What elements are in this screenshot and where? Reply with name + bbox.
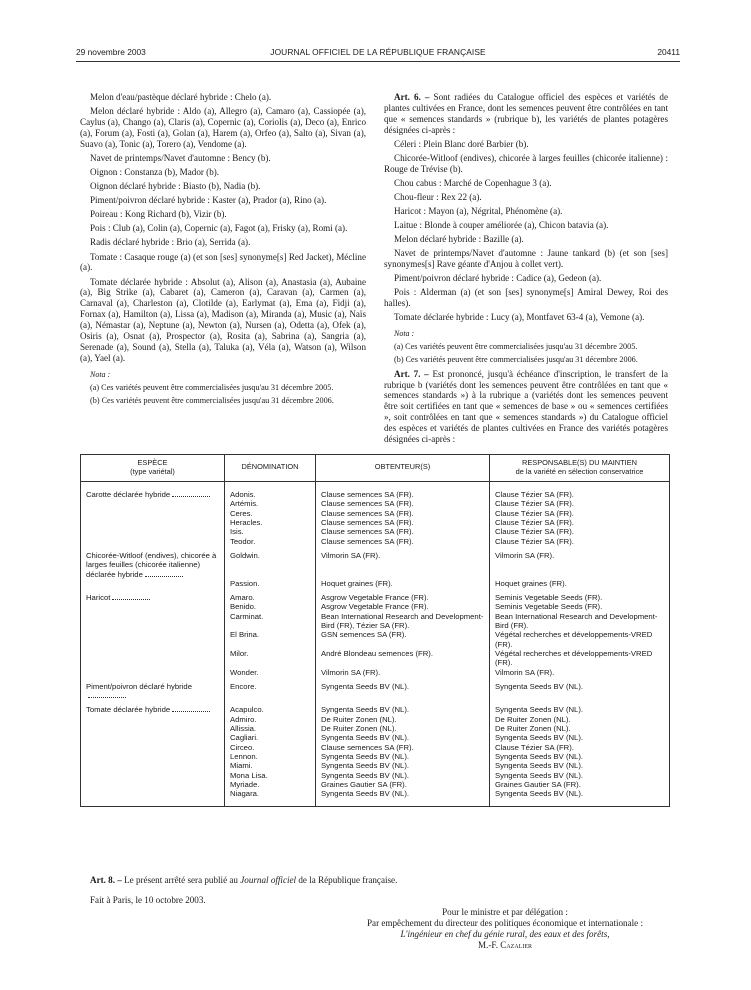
maintainer-cell-text: Végétal recherches et développements-VRED (FR). (495, 630, 653, 649)
denomination-cell (225, 527, 316, 536)
leader-dots (172, 490, 210, 497)
paragraph: Tomate déclarée hybride : Lucy (a), Montfavet 63-4 (a), Vemone (a). (394, 312, 645, 323)
maintainer-cell (490, 579, 670, 588)
species-cell (81, 499, 225, 508)
paragraph: Poireau : Kong Richard (b), Vizir (b). (90, 209, 227, 220)
varieties-table (80, 454, 670, 807)
breeder-cell-text: GSN semences SA (FR). (321, 630, 407, 640)
done-at-text: Fait à Paris, le 10 octobre 2003. (90, 895, 206, 905)
denomination-cell (225, 724, 316, 733)
table-row (81, 518, 670, 527)
breeder-cell-text: Clause semences SA (FR). (321, 527, 414, 537)
note: (b) Ces variétés peuvent être commercialisées jusqu'au 31 décembre 2006. (90, 395, 334, 405)
breeder-cell (316, 527, 490, 536)
article-7-label: Art. 7. – (394, 368, 429, 379)
header-rule (76, 61, 680, 62)
maintainer-cell (490, 771, 670, 780)
breeder-cell-text: Vilmorin SA (FR). (321, 667, 381, 677)
paragraph: Pois : Club (a), Colin (a), Copernic (a), Fagot (a), Frisky (a), Romi (a). (90, 223, 348, 234)
table-row (81, 579, 670, 588)
signature-line: L'ingénieur en chef du génie rural, des eaux et des forêts, (400, 929, 610, 939)
table-row (81, 612, 670, 631)
species-cell (81, 668, 225, 677)
table-row (81, 761, 670, 770)
denomination-cell-text: Wonder. (230, 667, 259, 677)
maintainer-cell (490, 546, 670, 579)
maintainer-cell (490, 588, 670, 602)
species-cell (81, 752, 225, 761)
maintainer-cell-text: Vilmorin SA (FR). (495, 550, 555, 560)
paragraph: Navet de printemps/Navet d'automne : Jaune tankard (b) (et son [ses] synonymes[s] Rave géante d'Anjou à collet vert). (384, 248, 668, 270)
breeder-cell (316, 612, 490, 631)
breeder-cell-text: Clause semences SA (FR). (321, 499, 414, 509)
maintainer-cell (490, 602, 670, 611)
issue-date: 29 novembre 2003 (76, 47, 146, 57)
leader-dots (172, 705, 210, 712)
denomination-cell-text: Ceres. (230, 508, 253, 518)
breeder-cell-text: Syngenta Seeds BV (NL). (321, 751, 410, 761)
denomination-cell (225, 537, 316, 546)
article-6 (384, 92, 668, 136)
denomination-cell-text: Milor. (230, 648, 249, 658)
breeder-cell (316, 630, 490, 649)
species-cell (81, 677, 225, 701)
table-row (81, 733, 670, 742)
article-8 (80, 875, 680, 886)
maintainer-cell-text: De Ruiter Zonen (NL). (495, 724, 571, 734)
article-6-label: Art. 6. – (394, 92, 430, 102)
paragraph: Chou cabus : Marché de Copenhague 3 (a). (394, 177, 552, 188)
signatory-name: M.-F. Cazalier (478, 940, 532, 950)
table-row (81, 527, 670, 536)
breeder-cell (316, 789, 490, 807)
table-row (81, 602, 670, 611)
denomination-cell (225, 612, 316, 631)
species-cell (81, 700, 225, 714)
denomination-cell (225, 668, 316, 677)
paragraph: Melon déclaré hybride : Bazille (a). (394, 234, 524, 245)
breeder-cell-text: Clause semences SA (FR). (321, 518, 414, 528)
denomination-cell-text: Myriade. (230, 779, 260, 789)
maintainer-cell-text: Clause Tézier SA (FR). (495, 490, 574, 500)
denomination-cell (225, 579, 316, 588)
table-row (81, 715, 670, 724)
header-responsable (490, 455, 670, 482)
breeder-cell-text: De Ruiter Zonen (NL). (321, 724, 397, 734)
denomination-cell (225, 752, 316, 761)
article-6-text: Sont radiées du Catalogue officiel des espèces et variétés de plantes cultivées en France, dont les semences peuvent être contrôlées en tant que « semences standards » (rubrique b), les variétés de plantes potagères désignées ci-après : (384, 92, 668, 135)
breeder-cell (316, 743, 490, 752)
table-header-row (81, 455, 670, 482)
maintainer-cell-text: Seminis Vegetable Seeds (FR). (495, 593, 603, 603)
paragraph: Oignon : Constanza (b), Mador (b). (90, 167, 220, 177)
article-8-text-b: de la République française. (298, 875, 398, 885)
maintainer-cell (490, 715, 670, 724)
breeder-cell-text: Syngenta Seeds BV (NL). (321, 733, 410, 743)
denomination-cell-text: Isis. (230, 527, 244, 537)
denomination-cell-text: Allissia. (230, 724, 257, 734)
maintainer-cell-text: Clause Tézier SA (FR). (495, 536, 574, 546)
breeder-cell-text: Clause semences SA (FR). (321, 490, 414, 500)
species-cell (81, 780, 225, 789)
denomination-cell-text: Lennon. (230, 751, 258, 761)
denomination-cell (225, 780, 316, 789)
table-row (81, 677, 670, 701)
breeder-cell-text: Vilmorin SA (FR). (321, 550, 381, 560)
table-row (81, 537, 670, 546)
breeder-cell-text: Syngenta Seeds BV (NL). (321, 789, 410, 799)
species-cell (81, 537, 225, 546)
paragraph: Radis déclaré hybride : Brio (a), Serrida (a). (90, 237, 251, 248)
species-cell (81, 771, 225, 780)
maintainer-cell (490, 677, 670, 701)
breeder-cell (316, 677, 490, 701)
table-body (81, 482, 670, 807)
table-row (81, 668, 670, 677)
maintainer-cell-text: Hoquet graines (FR). (495, 578, 567, 588)
denomination-cell (225, 715, 316, 724)
breeder-cell (316, 715, 490, 724)
table-row (81, 743, 670, 752)
breeder-cell (316, 649, 490, 668)
denomination-cell (225, 509, 316, 518)
paragraph: Céleri : Plein Blanc doré Barbier (b). (394, 138, 529, 149)
maintainer-cell (490, 700, 670, 714)
header-denomination: DÉNOMINATION (225, 455, 316, 482)
maintainer-cell-text: Syngenta Seeds BV (NL). (495, 770, 584, 780)
breeder-cell-text: De Ruiter Zonen (NL). (321, 714, 397, 724)
denomination-cell (225, 761, 316, 770)
denomination-cell (225, 602, 316, 611)
breeder-cell-text: Syngenta Seeds BV (NL). (321, 705, 410, 715)
breeder-cell (316, 780, 490, 789)
paragraph: Chou-fleur : Rex 22 (a). (394, 192, 482, 202)
maintainer-cell (490, 789, 670, 807)
denomination-cell-text: Circeo. (230, 742, 255, 752)
breeder-cell-text: Clause semences SA (FR). (321, 742, 414, 752)
species-cell (81, 733, 225, 742)
denomination-cell-text: Passion. (230, 578, 260, 588)
maintainer-cell-text: Clause Tézier SA (FR). (495, 518, 574, 528)
paragraph: Pois : Alderman (a) (et son [ses] synonyme[s] Amiral Dewey, Roi des halles). (384, 287, 668, 309)
breeder-cell (316, 588, 490, 602)
maintainer-cell (490, 482, 670, 500)
maintainer-cell (490, 743, 670, 752)
denomination-cell (225, 482, 316, 500)
species-cell-text: Piment/poivron déclaré hybride (86, 681, 192, 691)
signature-line: Pour le ministre et par délégation : (442, 907, 568, 917)
table-row (81, 588, 670, 602)
left-column (80, 92, 366, 409)
denomination-cell-text: El Brina. (230, 630, 260, 640)
denomination-cell-text: Encore. (230, 681, 257, 691)
leader-dots (88, 691, 126, 698)
maintainer-cell-text: Bean International Research and Development-Bird (FR). (495, 611, 658, 631)
header-obtenteur: OBTENTEUR(S) (316, 455, 490, 482)
maintainer-cell (490, 733, 670, 742)
leader-dots (145, 570, 183, 577)
maintainer-cell (490, 527, 670, 536)
denomination-cell (225, 630, 316, 649)
journal-name: Journal officiel (240, 875, 297, 885)
breeder-cell (316, 499, 490, 508)
leader-dots (112, 593, 150, 600)
signature-line: Par empêchement du directeur des politiques économique et internationale : (366, 918, 643, 928)
table-row (81, 789, 670, 807)
maintainer-cell (490, 509, 670, 518)
denomination-cell (225, 677, 316, 701)
maintainer-cell (490, 780, 670, 789)
maintainer-cell (490, 724, 670, 733)
species-cell-text: Chicorée-Witloof (endives), chicorée à larges feuilles (chicorée italienne) déclarée hybride (86, 550, 217, 579)
page-number: 20411 (657, 47, 680, 57)
article-7 (384, 369, 668, 445)
breeder-cell-text: Asgrow Vegetable France (FR). (321, 602, 429, 612)
table-row (81, 752, 670, 761)
maintainer-cell (490, 537, 670, 546)
maintainer-cell (490, 518, 670, 527)
table-row (81, 546, 670, 579)
denomination-cell (225, 518, 316, 527)
table-row (81, 649, 670, 668)
breeder-cell-text: Bean International Research and Development-Bird (FR), Tézier SA (FR). (321, 611, 484, 631)
denomination-cell (225, 649, 316, 668)
breeder-cell-text: Syngenta Seeds BV (NL). (321, 761, 410, 771)
paragraph: Tomate : Casaque rouge (a) (et son [ses] synonyme[s] Red Jacket), Mécline (a). (80, 251, 366, 273)
denomination-cell-text: Niagara. (230, 789, 260, 799)
denomination-cell-text: Goldwin. (230, 550, 260, 560)
breeder-cell (316, 518, 490, 527)
table-row (81, 630, 670, 649)
note-heading: Nota : (90, 369, 111, 379)
maintainer-cell-text: Seminis Vegetable Seeds (FR). (495, 602, 603, 612)
denomination-cell (225, 700, 316, 714)
breeder-cell (316, 482, 490, 500)
maintainer-cell-text: De Ruiter Zonen (NL). (495, 714, 571, 724)
breeder-cell-text: Syngenta Seeds BV (NL). (321, 770, 410, 780)
table-row (81, 499, 670, 508)
species-cell (81, 761, 225, 770)
header-responsable-label: RESPONSABLE(S) DU MAINTIEN (522, 458, 637, 467)
denomination-cell-text: Admiro. (230, 714, 257, 724)
species-cell (81, 482, 225, 500)
species-cell (81, 518, 225, 527)
done-at (80, 895, 680, 906)
maintainer-cell (490, 668, 670, 677)
species-cell-text: Carotte déclarée hybride (86, 490, 171, 500)
paragraph: Haricot : Mayon (a), Négrital, Phénomène (a). (394, 206, 563, 217)
breeder-cell (316, 546, 490, 579)
denomination-cell-text: Mona Lisa. (230, 770, 268, 780)
denomination-cell (225, 771, 316, 780)
page-header (76, 47, 680, 59)
maintainer-cell-text: Clause Tézier SA (FR). (495, 527, 574, 537)
signature-block (330, 907, 680, 951)
denomination-cell-text: Heracles. (230, 518, 263, 528)
breeder-cell (316, 724, 490, 733)
maintainer-cell (490, 499, 670, 508)
journal-title: JOURNAL OFFICIEL DE LA RÉPUBLIQUE FRANÇAISE (270, 47, 486, 57)
maintainer-cell-text: Clause Tézier SA (FR). (495, 742, 574, 752)
maintainer-cell-text: Végétal recherches et développements-VRED (FR). (495, 648, 653, 668)
article-8-text-a: Le présent arrêté sera publié au (124, 875, 238, 885)
denomination-cell (225, 743, 316, 752)
denomination-cell-text: Amaro. (230, 593, 255, 603)
maintainer-cell-text: Syngenta Seeds BV (NL). (495, 733, 584, 743)
maintainer-cell (490, 752, 670, 761)
breeder-cell-text: Clause semences SA (FR). (321, 508, 414, 518)
maintainer-cell-text: Syngenta Seeds BV (NL). (495, 761, 584, 771)
denomination-cell (225, 733, 316, 742)
denomination-cell-text: Acapulco. (230, 705, 264, 715)
denomination-cell-text: Carminat. (230, 611, 264, 621)
breeder-cell (316, 733, 490, 742)
denomination-cell (225, 499, 316, 508)
article-7-text: Est prononcé, jusqu'à échéance d'inscription, le transfert de la rubrique b (variétés dont les semences peuvent être contrôlées en tant que « semences standards ») à la rubrique a (variétés dont les semences peuvent être soit certifiées en tant que « semences de base » ou « semences certifiées », soit contrôlées en tant que « semences standards ») du Catalogue officiel des espèces et variétés de plantes cultivées en France des variétés potagères désignées ci-après : (384, 368, 668, 445)
species-cell-text: Tomate déclarée hybride (86, 705, 171, 715)
header-responsable-sub: de la variété en sélection conservatrice (515, 466, 644, 476)
maintainer-cell-text: Clause Tézier SA (FR). (495, 499, 574, 509)
note: (b) Ces variétés peuvent être commercialisées jusqu'au 31 décembre 2006. (394, 355, 638, 365)
breeder-cell-text: Syngenta Seeds BV (NL). (321, 681, 410, 691)
right-column (384, 92, 668, 448)
species-cell (81, 630, 225, 649)
breeder-cell (316, 509, 490, 518)
table-row (81, 509, 670, 518)
paragraph: Piment/poivron déclaré hybride : Kaster (a), Prador (a), Rino (a). (90, 195, 327, 206)
header-espece-sub: (type variétal) (130, 466, 175, 476)
table-row (81, 771, 670, 780)
paragraph: Melon déclaré hybride : Aldo (a), Allegro (a), Camaro (a), Cassiopée (a), Caylus (a), Chango (a), Claris (a), Copernic (a), Coriolis (a), Deco (a), Enrico (a), Forum (a), Fosti (a), Golan (a), Harem (a), Orfeo (a), Salto (a), Sivan (a), Suavo (a), Tonic (a), Torero (a), Vendome (a). (80, 106, 366, 149)
denomination-cell-text: Cagliari. (230, 733, 259, 743)
table-row (81, 780, 670, 789)
species-cell (81, 612, 225, 631)
maintainer-cell-text: Syngenta Seeds BV (NL). (495, 681, 584, 691)
note: (a) Ces variétés peuvent être commercialisées jusqu'au 31 décembre 2005. (90, 382, 334, 392)
denomination-cell-text: Artémis. (230, 499, 259, 509)
maintainer-cell-text: Graines Gautier SA (FR). (495, 779, 581, 789)
maintainer-cell (490, 630, 670, 649)
species-cell-text: Haricot (86, 593, 111, 603)
species-cell (81, 579, 225, 588)
maintainer-cell (490, 761, 670, 770)
paragraph: Laitue : Blonde à couper améliorée (a), Chicon batavia (a). (394, 220, 609, 231)
breeder-cell (316, 602, 490, 611)
maintainer-cell-text: Vilmorin SA (FR). (495, 667, 555, 677)
paragraph: Chicorée-Witloof (endives), chicorée à larges feuilles (chicorée italienne) : Rouge de Trévise (b). (384, 152, 668, 174)
maintainer-cell-text: Clause Tézier SA (FR). (495, 508, 574, 518)
species-cell (81, 715, 225, 724)
breeder-cell-text: Hoquet graines (FR). (321, 578, 393, 588)
maintainer-cell (490, 649, 670, 668)
breeder-cell (316, 579, 490, 588)
paragraph: Melon d'eau/pastèque déclaré hybride : Chelo (a). (90, 92, 272, 102)
paragraph: Navet de printemps/Navet d'automne : Bency (b). (90, 152, 271, 163)
maintainer-cell-text: Syngenta Seeds BV (NL). (495, 751, 584, 761)
article-8-label: Art. 8. – (90, 875, 122, 885)
species-cell (81, 789, 225, 807)
species-cell (81, 724, 225, 733)
note: (a) Ces variétés peuvent être commercialisées jusqu'au 31 décembre 2005. (394, 342, 638, 352)
species-cell (81, 527, 225, 536)
paragraph: Oignon déclaré hybride : Biasto (b), Nadia (b). (90, 181, 261, 192)
header-espece-label: ESPÈCE (137, 458, 168, 467)
breeder-cell (316, 537, 490, 546)
note-heading: Nota : (394, 329, 415, 339)
breeder-cell-text: Clause semences SA (FR). (321, 536, 414, 546)
table-row (81, 724, 670, 733)
species-cell (81, 546, 225, 579)
breeder-cell-text: André Blondeau semences (FR). (321, 648, 433, 658)
denomination-cell-text: Benido. (230, 602, 257, 612)
table-row (81, 700, 670, 714)
species-cell (81, 602, 225, 611)
denomination-cell-text: Adonis. (230, 490, 256, 500)
paragraph: Tomate déclarée hybride : Absolut (a), Alison (a), Anastasia (a), Aubaine (a), Big Strike (a), Cabaret (a), Cameron (a), Caravan (a), Carmen (a), Carnaval (a), Charleston (a), Clotilde (a), Earlymat (a), Ema (a), Fidji (a), Fornax (a), Hamilton (a), Lissa (a), Madison (a), Miranda (a), Music (a), Naïs (a), Némastar (a), Neptune (a), Newton (a), Nursen (a), Odetta (a), Ofek (a), Osiris (a), Osnat (a), Prospector (a), Rosita (a), Sabrina (a), Sangria (a), Serenade (a), Sound (a), Stella (a), Taluka (a), Véla (a), Watson (a), Wilson (a), Yael (a). (80, 276, 366, 363)
species-cell (81, 743, 225, 752)
denomination-cell-text: Miami. (230, 761, 253, 771)
breeder-cell (316, 752, 490, 761)
denomination-cell-text: Teodor. (230, 536, 256, 546)
header-espece (81, 455, 225, 482)
maintainer-cell-text: Syngenta Seeds BV (NL). (495, 705, 584, 715)
species-cell (81, 649, 225, 668)
species-cell (81, 588, 225, 602)
breeder-cell-text: Graines Gautier SA (FR). (321, 779, 407, 789)
table-row (81, 482, 670, 500)
breeder-cell (316, 761, 490, 770)
breeder-cell (316, 771, 490, 780)
maintainer-cell-text: Syngenta Seeds BV (NL). (495, 789, 584, 799)
denomination-cell (225, 789, 316, 807)
breeder-cell (316, 668, 490, 677)
maintainer-cell (490, 612, 670, 631)
species-cell (81, 509, 225, 518)
denomination-cell (225, 546, 316, 579)
paragraph: Piment/poivron déclaré hybride : Cadice (a), Gedeon (a). (394, 273, 602, 284)
denomination-cell (225, 588, 316, 602)
breeder-cell (316, 700, 490, 714)
breeder-cell-text: Asgrow Vegetable France (FR). (321, 593, 429, 603)
